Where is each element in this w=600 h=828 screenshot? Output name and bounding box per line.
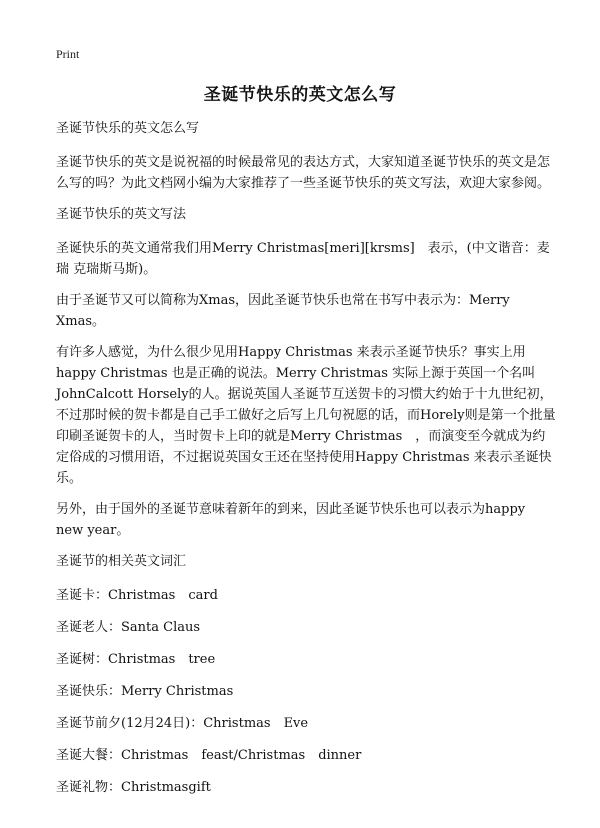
section-heading-intro: 圣诞节快乐的英文怎么写 [56,121,200,136]
vocab-item: 圣诞树：Christmas tree [56,652,216,667]
paragraph-happy-christmas: 有许多人感觉，为什么很少见用Happy Christmas 来表示圣诞节快乐？事实上用happy Christmas 也是正确的说法。Merry Christmas 实际上源于英国一个名叫JohnCalcott Horsely的人。据说英国人圣诞节互送贺卡的习惯大约始于十九世纪初，不过那时候的贺卡都是自己手工做好之后写上几句祝愿的话，而Horely则是第一个批量印刷圣诞贺卡的人，当时贺卡上印的就是Merry Christmas ，而演变至今就成为约定俗成的习惯用语，不过据说英国女王还在坚持使用Happy Christmas 来表示圣诞快乐。 [56,345,556,486]
vocab-item: 圣诞礼物：Christmasgift [56,780,211,795]
document-body [56,118,556,809]
vocab-item: 圣诞大餐：Christmas feast/Christmas dinner [56,748,362,763]
vocab-item: 圣诞卡：Christmas card [56,588,218,603]
vocab-item: 圣诞节前夕(12月24日)：Christmas Eve [56,716,309,731]
section-heading-vocab: 圣诞节的相关英文词汇 [56,554,187,569]
document-title: 圣诞节快乐的英文怎么写 [203,85,397,105]
paragraph-new-year: 另外，由于国外的圣诞节意味着新年的到来，因此圣诞节快乐也可以表示为happy new year。 [56,502,526,538]
vocab-item: 圣诞快乐：Merry Christmas [56,684,234,699]
paragraph-intro: 圣诞节快乐的英文是说祝福的时候最常见的表达方式，大家知道圣诞节快乐的英文是怎么写的吗？为此文档网小编为大家推荐了一些圣诞节快乐的英文写法，欢迎大家参阅。 [56,155,551,191]
print-label: Print [56,47,80,61]
section-heading-writing: 圣诞节快乐的英文写法 [56,207,187,222]
paragraph-merry-christmas: 圣诞快乐的英文通常我们用Merry Christmas[meri][krsms] 表示，(中文谐音：麦瑞 克瑞斯马斯)。 [56,241,550,277]
vocab-item: 圣诞老人：Santa Claus [56,620,201,635]
paragraph-xmas: 由于圣诞节又可以简称为Xmas，因此圣诞节快乐也常在书写中表示为：Merry Xmas。 [56,293,510,329]
